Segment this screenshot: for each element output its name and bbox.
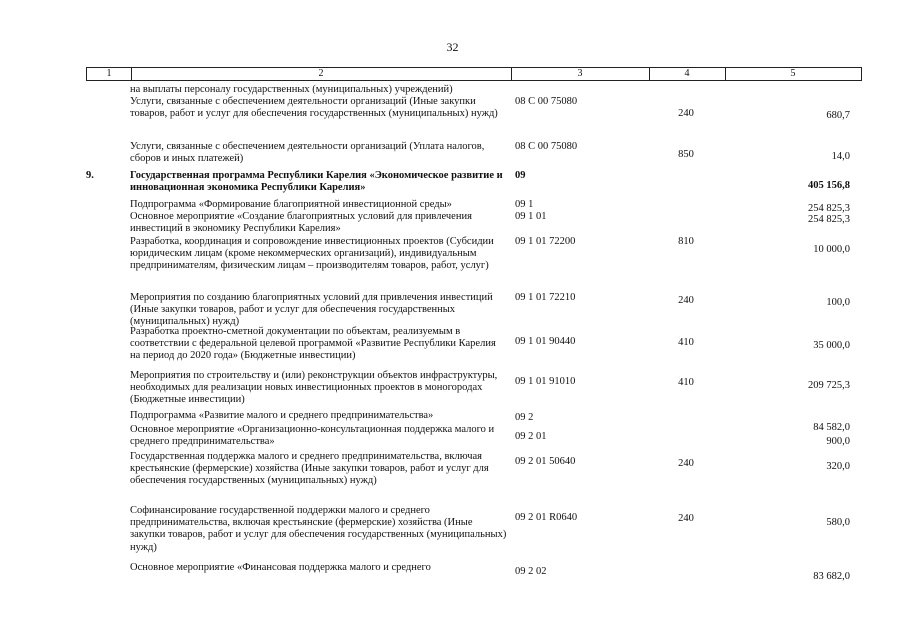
row-amount: 100,0	[826, 297, 850, 308]
row-expense-type: 240	[678, 458, 694, 469]
row-number: 9.	[86, 170, 94, 181]
row-description: Государственная поддержка малого и среднего предпринимательства, включая крестьянские (фермерские) хозяйства (Иные закупки товаров, работ и услуг для обеспечения государственных (муниципальных) нужд)	[130, 451, 489, 487]
row-description: Подпрограмма «Формирование благоприятной инвестиционной среды»	[130, 199, 452, 210]
row-amount: 405 156,8	[808, 180, 850, 191]
row-amount: 209 725,3	[808, 380, 850, 391]
row-amount: 254 825,3	[808, 214, 850, 225]
row-amount: 14,0	[831, 151, 850, 162]
row-code: 09 1 01	[515, 211, 547, 222]
row-code: 09 2 01	[515, 431, 547, 442]
table-header	[86, 67, 862, 81]
row-amount: 680,7	[826, 110, 850, 121]
row-description: Услуги, связанные с обеспечением деятельности организаций (Иные закупки товаров, работ и услуг для обеспечения государственных (муниципальных) нужд)	[130, 96, 498, 120]
row-description: Услуги, связанные с обеспечением деятельности организаций (Уплата налогов, сборов и иных платежей)	[130, 141, 485, 165]
header-col-3: 3	[511, 68, 650, 80]
row-description: Основное мероприятие «Создание благоприятных условий для привлечения инвестиций в экономику Республики Карелия»	[130, 211, 472, 235]
row-code: 09 2	[515, 412, 534, 423]
row-code: 09 2 02	[515, 566, 547, 577]
row-description: Разработка, координация и сопровождение инвестиционных проектов (Субсидии юридическим лицам (кроме некоммерческих организаций), индивидуальным предпринимателям, физическим лицам – производителям товаров, работ, услуг)	[130, 236, 494, 272]
row-description: Государственная программа Республики Карелия «Экономическое развитие и инновационная экономика Республики Карелия»	[130, 170, 503, 194]
row-amount: 900,0	[826, 436, 850, 447]
row-code: 09	[515, 170, 526, 181]
row-code: 09 2 01 50640	[515, 456, 576, 467]
header-col-1: 1	[87, 68, 132, 80]
row-description: Разработка проектно-сметной документации по объектам, реализуемым в соответствии с федеральной целевой программой «Развитие Республики Карелия на период до 2020 года» (Бюджетные инвестиции)	[130, 326, 496, 362]
row-code: 09 1	[515, 199, 534, 210]
row-code: 09 1 01 91010	[515, 376, 576, 387]
row-amount: 83 682,0	[813, 571, 850, 582]
row-expense-type: 850	[678, 149, 694, 160]
row-amount: 580,0	[826, 517, 850, 528]
row-code: 09 2 01 R0640	[515, 512, 578, 523]
row-amount: 254 825,3	[808, 203, 850, 214]
row-description: Софинансирование государственной поддержки малого и среднего предпринимательства, включая крестьянские (фермерские) хозяйства (Иные закупки товаров, работ и услуг для обеспечения государственных (муниципальных) нужд)	[130, 505, 507, 553]
row-expense-type: 810	[678, 236, 694, 247]
row-amount: 35 000,0	[813, 340, 850, 351]
row-code: 09 1 01 90440	[515, 336, 576, 347]
page-number: 32	[446, 40, 459, 54]
row-amount: 10 000,0	[813, 244, 850, 255]
row-description: Мероприятия по строительству и (или) реконструкции объектов инфраструктуры, необходимых для реализации новых инвестиционных проектов в моногородах (Бюджетные инвестиции)	[130, 370, 498, 406]
row-code: 09 1 01 72200	[515, 236, 576, 247]
row-description: Основное мероприятие «Организационно-консультационная поддержка малого и среднего предпринимательства»	[130, 424, 495, 448]
header-col-5: 5	[790, 68, 796, 79]
header-col-4: 4	[649, 68, 726, 80]
row-description: Мероприятия по созданию благоприятных условий для привлечения инвестиций (Иные закупки товаров, работ и услуг для обеспечения государственных (муниципальных) нужд)	[130, 292, 493, 328]
row-description: Подпрограмма «Развитие малого и среднего предпринимательства»	[130, 410, 434, 421]
row-expense-type: 410	[678, 337, 694, 348]
row-expense-type: 240	[678, 513, 694, 524]
row-description: на выплаты персоналу государственных (муниципальных) учреждений)	[130, 84, 453, 95]
row-expense-type: 410	[678, 377, 694, 388]
row-expense-type: 240	[678, 295, 694, 306]
row-code: 08 С 00 75080	[515, 141, 578, 152]
row-expense-type: 240	[678, 108, 694, 119]
row-code: 09 1 01 72210	[515, 292, 576, 303]
row-code: 08 С 00 75080	[515, 96, 578, 107]
row-amount: 84 582,0	[813, 422, 850, 433]
row-amount: 320,0	[826, 461, 850, 472]
row-description: Основное мероприятие «Финансовая поддержка малого и среднего	[130, 562, 431, 573]
header-col-2: 2	[131, 68, 512, 80]
